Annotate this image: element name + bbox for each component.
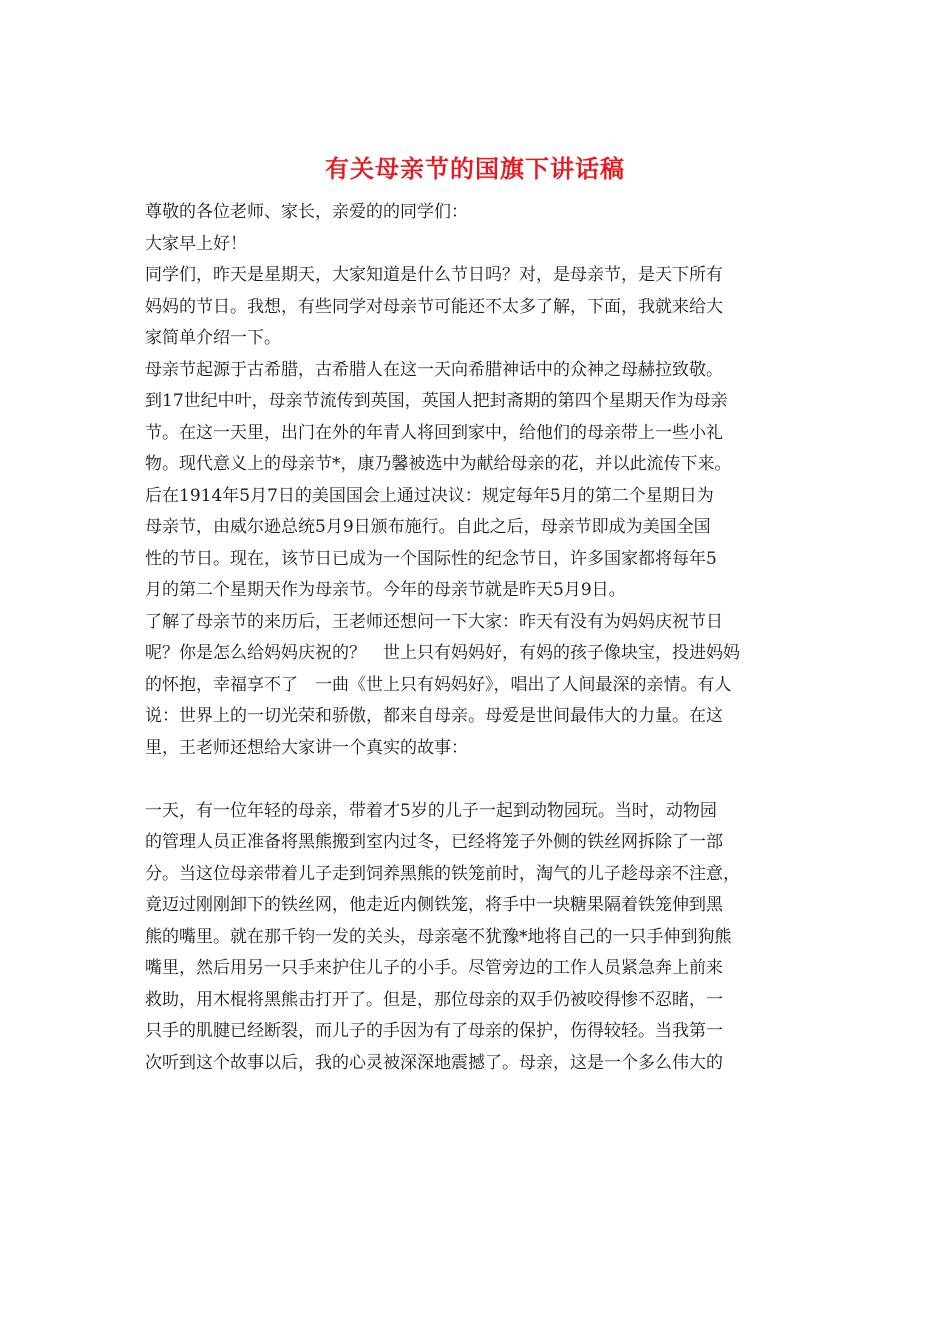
- text-line: 了解了母亲节的来历后，王老师还想问一下大家：昨天有没有为妈妈庆祝节日: [145, 611, 723, 632]
- text-line: 物。现代意义上的母亲节*，康乃馨被选中为献给母亲的花，并以此流传下来。: [145, 454, 732, 474]
- document-body: [145, 197, 815, 1079]
- text-line: 竟迈过刚刚卸下的铁丝网，他走近内侧铁笼，将手中一块糖果隔着铁笼伸到黑: [145, 895, 723, 915]
- text-line: 后在1914年5月7日的美国国会上通过决议：规定每年5月的第二个星期日为: [145, 485, 714, 506]
- document-title: 有关母亲节的国旗下讲话稿: [325, 154, 625, 183]
- text-line: 只手的肌腱已经断裂，而儿子的手因为有了母亲的保护，伤得较轻。当我第一: [145, 1021, 723, 1041]
- text-line: 呢？你是怎么给妈妈庆祝的？ 世上只有妈妈好，有妈的孩子像块宝，投进妈妈: [145, 643, 740, 663]
- text-line: 熊的嘴里。就在那千钧一发的关头，母亲毫不犹豫*地将自己的一只手伸到狗熊: [145, 926, 732, 947]
- text-line: 救助，用木棍将黑熊击打开了。但是，那位母亲的双手仍被咬得惨不忍睹，一: [145, 989, 723, 1010]
- text-line: 次听到这个故事以后，我的心灵被深深地震撼了。母亲，这是一个多么伟大的: [145, 1052, 723, 1073]
- text-line: 母亲节起源于古希腊，古希腊人在这一天向希腊神话中的众神之母赫拉致敬。: [145, 359, 723, 380]
- text-line: 的管理人员正准备将黑熊搬到室内过冬，已经将笼子外侧的铁丝网拆除了一部: [145, 832, 723, 852]
- text-line: 性的节日。现在，该节日已成为一个国际性的纪念节日，许多国家都将每年5: [145, 548, 717, 569]
- text-line: 里，王老师还想给大家讲一个真实的故事：: [145, 737, 468, 758]
- text-line: 母亲节，由威尔逊总统5月9日颁布施行。自此之后，母亲节即成为美国全国: [145, 517, 711, 537]
- text-line: 一天，有一位年轻的母亲，带着才5岁的儿子一起到动物园玩。当时，动物园: [145, 800, 717, 821]
- text-line: 妈妈的节日。我想，有些同学对母亲节可能还不太多了解，下面，我就来给大: [145, 296, 723, 317]
- text-line: 说：世界上的一切光荣和骄傲，都来自母亲。母爱是世间最伟大的力量。在这: [145, 706, 723, 726]
- text-line: 到17世纪中叶，母亲节流传到英国，英国人把封斋期的第四个星期天作为母亲: [145, 391, 728, 411]
- text-line: 嘴里，然后用另一只手来护住儿子的小手。尽管旁边的工作人员紧急奔上前来: [145, 958, 723, 978]
- text-line: 同学们，昨天是星期天，大家知道是什么节日吗？对，是母亲节，是天下所有: [145, 265, 723, 285]
- text-line: 节。在这一天里，出门在外的年青人将回到家中，给他们的母亲带上一些小礼: [145, 422, 723, 443]
- blank-line: [145, 764, 815, 796]
- text-line: 的怀抱，幸福享不了 一曲《世上只有妈妈好》，唱出了人间最深的亲情。有人: [145, 674, 732, 695]
- text-line: 家简单介绍一下。: [145, 328, 281, 348]
- text-line: 分。当这位母亲带着儿子走到饲养黑熊的铁笼前时，淘气的儿子趁母亲不注意，: [145, 863, 740, 884]
- text-line: 尊敬的各位老师、家长，亲爱的的同学们：: [145, 202, 468, 222]
- text-line: 大家早上好！: [145, 233, 247, 254]
- text-line: 月的第二个星期天作为母亲节。今年的母亲节就是昨天5月9日。: [145, 580, 626, 600]
